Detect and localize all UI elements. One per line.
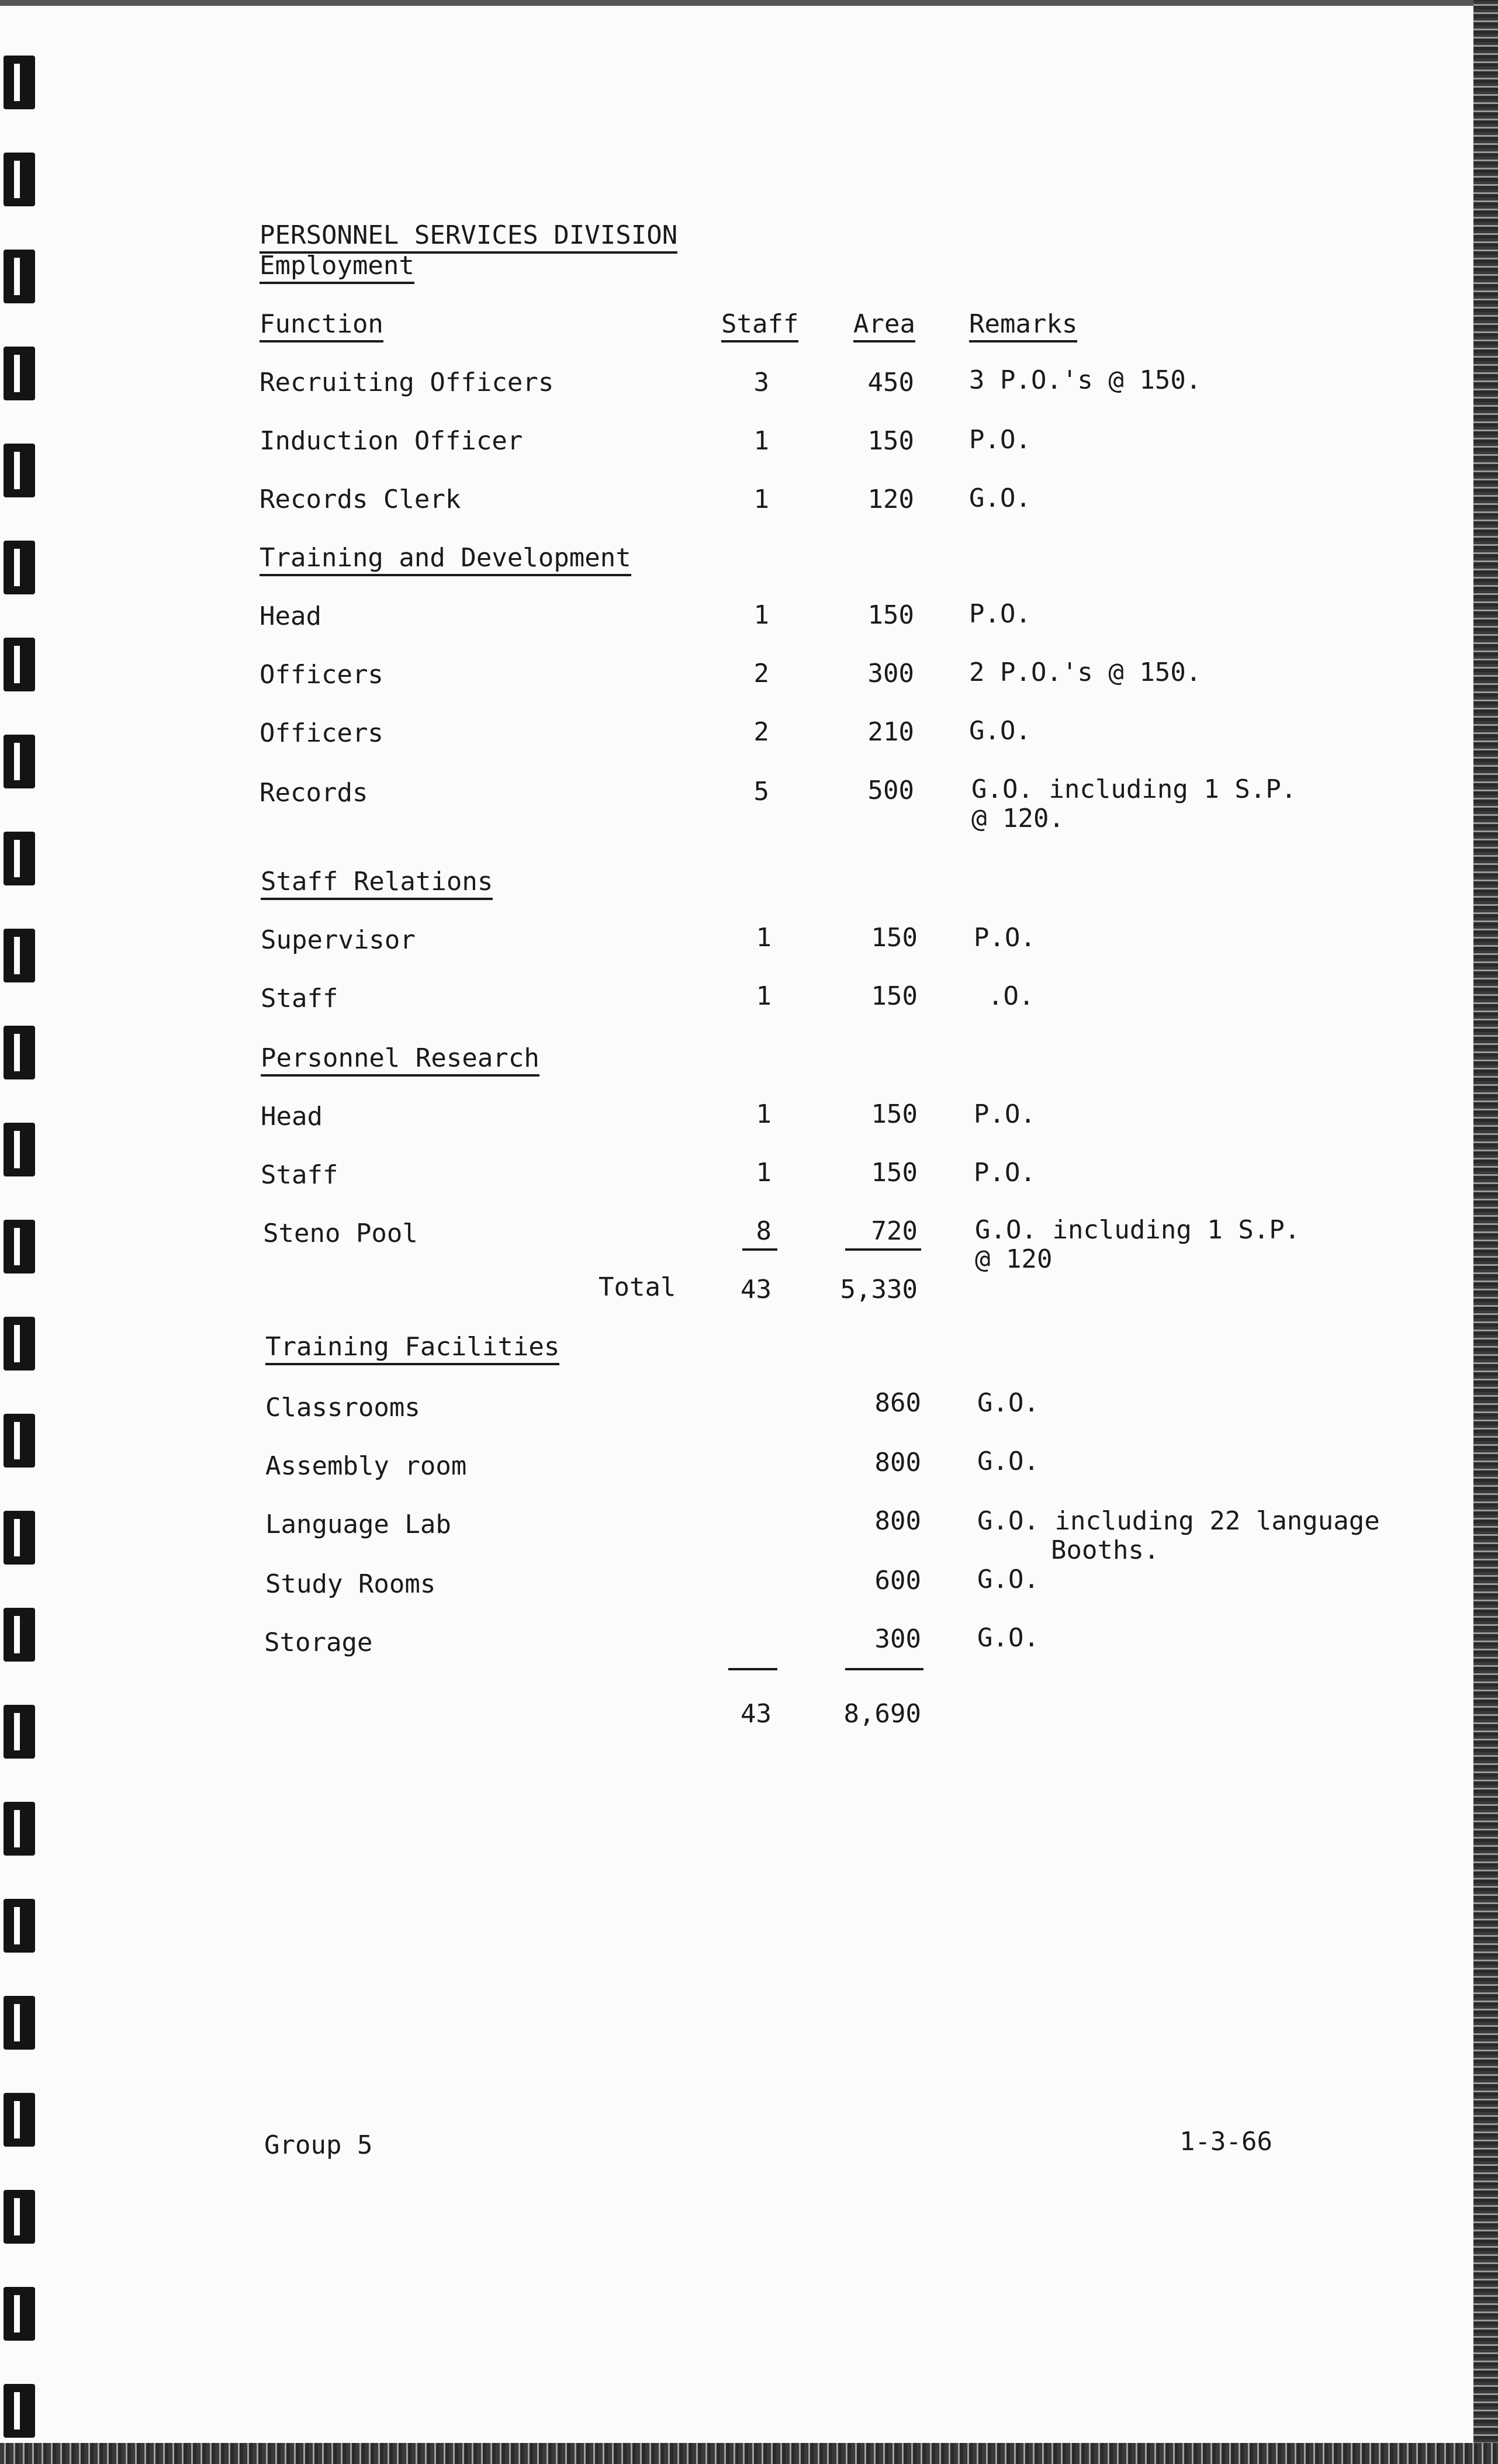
area-cell: 800 xyxy=(874,1448,921,1477)
staff-cell: 1 xyxy=(756,1099,772,1129)
remarks-cell: P.O. xyxy=(969,599,1031,629)
staff-cell: 1 xyxy=(753,426,769,456)
function-cell: Head xyxy=(260,601,321,631)
staff-grand-rule xyxy=(728,1668,777,1670)
column-header-function: Function xyxy=(260,310,383,342)
column-header-area: Area xyxy=(853,310,915,342)
staff-cell: 1 xyxy=(753,485,769,514)
remarks-cell: G.O. including 1 S.P. xyxy=(971,774,1297,804)
area-cell: 860 xyxy=(874,1388,921,1418)
binding-ring xyxy=(4,735,35,788)
function-cell: Storage xyxy=(264,1628,373,1657)
staff-cell: 2 xyxy=(753,659,769,688)
function-cell: Supervisor xyxy=(261,925,416,955)
area-cell: 600 xyxy=(874,1566,921,1596)
area-cell: 150 xyxy=(871,1099,918,1129)
staff-cell: 1 xyxy=(756,981,772,1011)
remarks-cell: G.O. xyxy=(977,1388,1039,1418)
section-training-facilities: Training Facilities xyxy=(265,1333,559,1365)
area-cell: 150 xyxy=(871,1158,918,1188)
remarks-cell: G.O. including 1 S.P. xyxy=(975,1215,1300,1245)
footer-group: Group 5 xyxy=(264,2130,373,2160)
remarks-cell: 2 P.O.'s @ 150. xyxy=(969,657,1202,687)
binding-ring xyxy=(4,153,35,206)
binding-ring xyxy=(4,1899,35,1953)
staff-cell: 1 xyxy=(756,1158,772,1188)
binding-ring xyxy=(4,541,35,594)
total-label: Total xyxy=(598,1272,676,1302)
binding-ring xyxy=(4,1802,35,1856)
function-cell: Head xyxy=(261,1102,323,1131)
remarks-cell: .O. xyxy=(988,981,1035,1011)
grand-total-staff: 43 xyxy=(741,1699,772,1729)
remarks-cell: P.O. xyxy=(974,923,1036,953)
remarks-cell: 3 P.O.'s @ 150. xyxy=(969,365,1202,395)
area-cell: 120 xyxy=(867,485,914,514)
binding-ring xyxy=(4,2287,35,2341)
area-cell: 150 xyxy=(871,923,918,953)
function-cell: Recruiting Officers xyxy=(260,368,554,397)
area-cell: 300 xyxy=(867,659,914,688)
area-cell: 500 xyxy=(867,776,914,805)
binding-ring xyxy=(4,2190,35,2244)
binding-ring xyxy=(4,929,35,982)
binding-ring xyxy=(4,832,35,885)
footer-date: 1-3-66 xyxy=(1179,2127,1272,2157)
remarks-cell: P.O. xyxy=(969,425,1031,455)
spiral-binding xyxy=(0,0,46,2464)
function-cell: Steno Pool xyxy=(263,1219,418,1248)
function-cell: Officers xyxy=(260,660,383,690)
function-cell: Assembly room xyxy=(265,1451,467,1481)
binding-ring xyxy=(4,638,35,691)
remarks-cell: G.O. xyxy=(969,716,1031,746)
binding-ring xyxy=(4,1123,35,1176)
binding-ring xyxy=(4,347,35,400)
scan-edge-top xyxy=(0,0,1498,6)
total-area: 5,330 xyxy=(840,1275,918,1304)
remarks-cell: G.O. including 22 language xyxy=(977,1506,1380,1536)
area-cell: 800 xyxy=(874,1506,921,1536)
binding-ring xyxy=(4,444,35,497)
remarks-cell-continued: @ 120 xyxy=(975,1244,1053,1274)
total-staff: 43 xyxy=(741,1275,772,1304)
binding-ring xyxy=(4,1511,35,1565)
staff-cell: 3 xyxy=(753,368,769,397)
column-header-staff: Staff xyxy=(721,310,798,342)
area-cell: 720 xyxy=(871,1216,918,1246)
binding-ring xyxy=(4,250,35,303)
remarks-cell: G.O. xyxy=(977,1446,1039,1476)
remarks-cell-continued: Booths. xyxy=(1051,1535,1160,1565)
binding-ring xyxy=(4,1026,35,1079)
section-employment: Employment xyxy=(260,251,414,284)
function-cell: Study Rooms xyxy=(265,1569,436,1599)
staff-cell: 8 xyxy=(756,1216,772,1246)
staff-cell: 1 xyxy=(756,923,772,953)
scan-edge-bottom xyxy=(0,2443,1498,2464)
function-cell: Staff xyxy=(261,984,338,1013)
function-cell: Staff xyxy=(261,1160,338,1190)
remarks-cell: P.O. xyxy=(974,1158,1036,1188)
section-personnel-research: Personnel Research xyxy=(261,1044,539,1077)
column-header-remarks: Remarks xyxy=(969,310,1077,342)
remarks-cell: G.O. xyxy=(977,1565,1039,1594)
division-title: PERSONNEL SERVICES DIVISION xyxy=(260,221,677,254)
binding-ring xyxy=(4,1414,35,1468)
remarks-cell-continued: @ 120. xyxy=(971,804,1064,833)
area-underline xyxy=(845,1248,921,1251)
area-cell: 450 xyxy=(867,368,914,397)
function-cell: Language Lab xyxy=(265,1510,451,1539)
area-cell: 150 xyxy=(871,981,918,1011)
area-cell: 300 xyxy=(874,1624,921,1654)
binding-ring xyxy=(4,2384,35,2438)
function-cell: Records xyxy=(260,778,368,808)
function-cell: Induction Officer xyxy=(260,426,523,456)
area-cell: 150 xyxy=(867,426,914,456)
section-training-development: Training and Development xyxy=(260,544,631,576)
grand-total-area: 8,690 xyxy=(843,1699,921,1729)
remarks-cell: P.O. xyxy=(974,1099,1036,1129)
function-cell: Officers xyxy=(260,718,383,748)
function-cell: Classrooms xyxy=(265,1393,420,1423)
binding-ring xyxy=(4,1220,35,1273)
binding-ring xyxy=(4,2093,35,2147)
section-staff-relations: Staff Relations xyxy=(261,867,493,900)
binding-ring xyxy=(4,56,35,109)
binding-ring xyxy=(4,1317,35,1371)
staff-cell: 5 xyxy=(753,777,769,807)
staff-cell: 1 xyxy=(753,600,769,630)
function-cell: Records Clerk xyxy=(260,485,461,514)
scan-edge-right xyxy=(1473,0,1498,2464)
binding-ring xyxy=(4,1608,35,1662)
binding-ring xyxy=(4,1996,35,2050)
area-cell: 210 xyxy=(867,717,914,747)
remarks-cell: G.O. xyxy=(977,1623,1039,1653)
staff-underline xyxy=(742,1248,777,1251)
binding-ring xyxy=(4,1705,35,1759)
staff-cell: 2 xyxy=(753,717,769,747)
area-grand-rule xyxy=(845,1668,923,1670)
remarks-cell: G.O. xyxy=(969,483,1031,513)
area-cell: 150 xyxy=(867,600,914,630)
